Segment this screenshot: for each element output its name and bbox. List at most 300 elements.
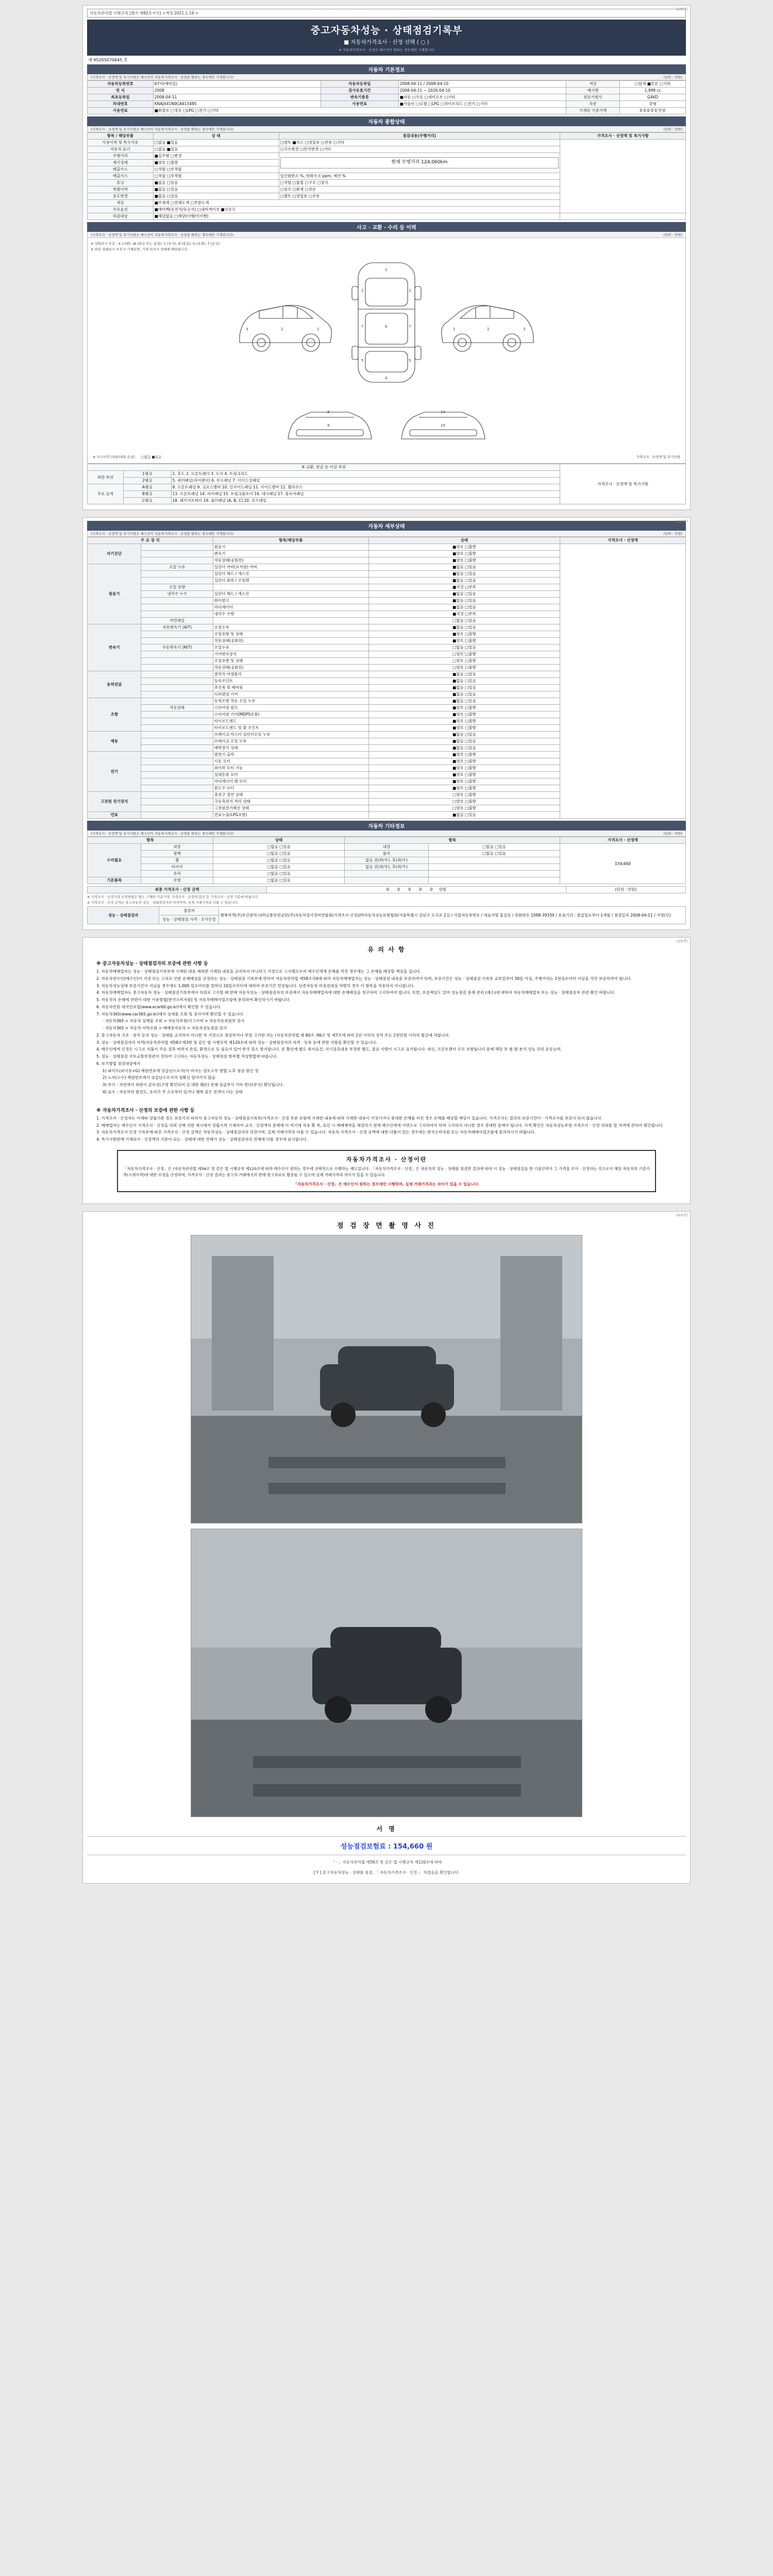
detail-state[interactable]: ■양호 □불량: [368, 785, 560, 792]
table-header-row: [88, 537, 686, 544]
document-number-row: [88, 57, 686, 63]
table-row: [88, 94, 686, 101]
page-3: [82, 937, 691, 1204]
detail-item: 작동상태(공회전): [213, 557, 368, 564]
inspection-photo-2-image: [191, 1529, 582, 1817]
others-state-2[interactable]: □없음 □있음: [428, 851, 560, 857]
col-header: 항목: [88, 837, 213, 844]
part-rank: 2랭크: [123, 478, 171, 484]
car-diagram-group: [91, 252, 682, 391]
notice-section-2-title: ※ 자동차가격조사 · 산정의 보증에 관한 사항 등: [96, 1108, 195, 1113]
detail-subgroup: [141, 745, 213, 752]
svg-text:7: 7: [409, 325, 411, 329]
detail-state[interactable]: ■없음 □있음: [368, 671, 560, 678]
item-state: □없음 ■있음: [153, 140, 279, 146]
inspector-sub-label-2: 성능 · 상태점검 가격 · 조사산정: [159, 916, 219, 924]
detail-item: 충전구 절연 상태: [213, 792, 368, 799]
notice-item: · 자동차365 > 자동차 실매물 조회 > 자동차보험/사고이력 > 자동차등록원부 검사: [103, 1019, 245, 1024]
detail-group-name: 동력전달: [88, 671, 141, 698]
item-state: ■해당없음 □해당(이행/미이행): [153, 213, 560, 220]
overall-table: [87, 132, 686, 220]
others-state-2[interactable]: [428, 877, 560, 884]
item-state: □적합 □부적합: [153, 166, 279, 173]
detail-item: 디퍼렌셜 기어: [213, 691, 368, 698]
detail-subgroup: [141, 651, 213, 658]
item-state: ■무채색 □전체도색 □부분도색: [153, 200, 560, 207]
detail-subgroup: [141, 772, 213, 778]
others-state[interactable]: □없음 □있음: [213, 857, 344, 864]
others-state[interactable]: □없음 □있음: [213, 851, 344, 857]
item-state: ■없음 □있음: [153, 193, 279, 200]
detail-item: 기어변속장치: [213, 651, 368, 658]
others-state-2[interactable]: □없음 □있음: [428, 844, 560, 851]
detail-state[interactable]: ■양호 □불량: [368, 557, 560, 564]
detail-item: 구동축전지 격리 상태: [213, 799, 368, 805]
price-survey-definition-title: 자동차가격조사 · 산정이란: [346, 1156, 427, 1163]
row-label: 자동차등록번호: [88, 81, 154, 88]
svg-text:5: 5: [361, 359, 364, 363]
part-items: 13. 프론트패널 14. 리어패널 15. 트렁크플로어 16. 대시패널 17. 플로어패널: [171, 491, 560, 498]
detail-subgroup: [141, 732, 213, 738]
detail-item: 추진축 및 베어링: [213, 685, 368, 691]
final-price-label: 최종 가격조사 · 산정 금액: [88, 887, 267, 893]
detail-item: 브레이크 오일 누유: [213, 738, 368, 745]
detail-state[interactable]: ■없음 □있음: [368, 571, 560, 578]
detail-state[interactable]: ■양호 □불량: [368, 765, 560, 772]
detail-group-name: 변속기: [88, 624, 141, 671]
price-survey-definition-box: [117, 1150, 656, 1193]
detail-subgroup: [141, 698, 213, 705]
detail-subgroup: [141, 785, 213, 792]
detail-item: 실린더 헤드 / 개스킷: [213, 571, 368, 578]
detail-state[interactable]: ■양호 □불량: [368, 778, 560, 785]
svg-text:8: 8: [327, 410, 330, 414]
detail-subgroup: [141, 557, 213, 564]
detail-item: 실내송풍 모터: [213, 772, 368, 778]
detail-item: [213, 584, 368, 591]
notice-item-2: 3. 자동차가격조사 산정 기록부에 따른 가격조사 · 산정 금액은 자동차성능 · 상태점검자의 의견이며, 실제 거래가격과 다를 수 있습니다. 자동차 가격조사 · 산정 금액에 대한 다툼이 있는 경우에는 한국소비자원 또는 자동차매매사업조합에 문의하시기 바랍니다.: [96, 1130, 536, 1135]
others-state-2[interactable]: [428, 864, 560, 871]
notice-item: 2. 자동차양수인(매수인)이 거짓 또는 고의로 인한 손해배상을 규정하는 성능 · 상태점검 기록부에 관하여 자동차관리법 제58조의4에 따라 자동차매매업자는 성능 · 상태점검 내용을 보증하여야 하며, 보증기간은 성능 · 상태점검 기록부 교부일부터 30일 이상, 주행거리는 2천킬로미터 이상을 각각 보증하여야 합니다.: [96, 976, 632, 981]
currency-unit: 만원: [439, 887, 447, 892]
detail-state[interactable]: ■없음 □있음: [368, 738, 560, 745]
row-label-3: 차종: [566, 101, 619, 108]
others-group-name: 수리필요: [88, 844, 141, 877]
item-name: 주행거리: [88, 153, 154, 160]
detail-item: 실린더 블록 / 오일팬: [213, 578, 368, 584]
detail-item: 와이퍼 모터 기능: [213, 765, 368, 772]
car-top-diagram: [343, 256, 430, 389]
detail-subgroup: [141, 665, 213, 671]
detail-state[interactable]: ■없음 □있음: [368, 598, 560, 604]
svg-text:2: 2: [281, 327, 283, 331]
detail-group-name: 연료: [88, 812, 141, 819]
detail-state[interactable]: ■없음 □있음: [368, 698, 560, 705]
document-title-note: ※ 자동차가격조사 · 산정은 매수인이 원하는 경우에만 기재합니다: [339, 48, 434, 52]
inspection-fee: 성능점검보험료 : 154,660 원: [340, 1843, 433, 1851]
detail-group-name: 전기: [88, 752, 141, 792]
notice-info-line: 4) 음수 : 자동차의 발견도, 유리가 주 으로부터 있거나 행복 같은 본격이 다는 상태: [103, 1090, 243, 1095]
accident-fee-label: 가격조사 · 산정액 및 특기사항: [636, 455, 680, 459]
inspector-info: 행복여객(주)부산광역시/㈜교통안전공단(주)자동차검사정비연합회(가격조사·산정)/㈜자동차성능보험협회/서울특별시 강남구 도곡로 2길 / 사업자등록번호 / 대표자명 홍길동 / 전화번호 1588-39339 / 유효기간 : 발급일로부터 1개월 / 점검일자 2008-04-11 / 서명(인): [219, 907, 686, 924]
svg-text:1: 1: [317, 327, 320, 331]
detail-subgroup: [141, 711, 213, 718]
row-label-2: 사용연료: [321, 101, 398, 108]
detail-state[interactable]: □없음 □있음: [368, 618, 560, 624]
item-state: ■에어백(운전석/동승석) □내비게이션 ■선루프: [153, 207, 560, 213]
detail-subgroup: [141, 718, 213, 725]
others-item-2: 룸지: [345, 851, 429, 857]
basic-info-subnote: (가격조사 · 산정액 및 특기사항은 매수인이 자동차가격조사 · 산정을 원하는 경우에만 기재합니다): [91, 75, 233, 79]
detail-state[interactable]: ■적정 □부족: [368, 611, 560, 618]
table-header-row: [88, 837, 686, 844]
notice-item: 4. 매수인에게 인정은 시고로 지불이 주요 결과 버려지 손실, 환경으로 등 필요가 있어 한국 중소 방지합니다. 본 확인에 별도 취지요건, 사기검증내용 부정한 별도, 중요 사랑이 시고로 표기합니다. 대신, 프론트팬더 모두 포함됩니다 문제 해당 부 별 별 분석 성능 뒤의 운동능력.: [96, 1047, 562, 1052]
detail-state[interactable]: ■양호 □불량: [368, 725, 560, 732]
row-value-3: 1,998 cc: [620, 88, 686, 94]
page-number-2: (2/4쪽): [676, 519, 688, 523]
notice-item: 2. 중고자동차 구조 · 장치 등의 성능 · 상태를 교지하지 아니한 자 거짓으로 점검하거나 부당 고지한 자는 (자동차관리법 제 80조 제6조 및 제7조에 따라 2년 이하의 징역 또는 2천만원 이하의 벌금에 처합니다.: [96, 1032, 450, 1038]
detail-state[interactable]: ■없음 □있음: [368, 732, 560, 738]
notice-item-2: 4. 특기사항란에 기재되지 · 산정액의 기준이 되는 · 상태에 대한 견해가 성능 · 상태점검자의 견해에 다를 경우에 표시합니다.: [96, 1137, 308, 1142]
detail-item: 클러치 어셈블리: [213, 671, 368, 678]
page-4: [82, 1211, 691, 1884]
detail-subgroup: [141, 725, 213, 732]
footer-note-2: [ Y ] 중고자동차성능 · 상태를 점검, 「 자동차가격조사 · 산정 」 하였음을 확인합니다.: [313, 1870, 460, 1875]
detail-state[interactable]: ■양호 □불량: [368, 705, 560, 711]
table-row: [88, 81, 686, 88]
part-rank: 1랭크: [123, 471, 171, 478]
diagram-note-1: ※ 상태표시 부호 : X (교환), W (판금 또는 용접), C (부식), A (흠집), U (요철), T (손상): [91, 242, 220, 246]
notice-item-2: 2. 매매업자는 매수인이 가격조사 · 산정을 의뢰 선택 의한 제시에서 성립가격 기재하여 교지 · 산정액의 문제에 이 여기에 적용 확 족, 표인 시 매매계약을 체결하기 전에 매수인에게 서면으로 고지하여야 하며 고지하지 아니한 경우 중대한 문제가 됩니다. 가격 확인은 자동차성능보험 가격조사 · 산정 의뢰를 할 자격에 관하여 확인합니다.: [96, 1123, 664, 1128]
row-value-2: 2008-04-11 ~ 2026-04-10: [398, 88, 566, 94]
detail-state[interactable]: ■적정 □부족: [368, 584, 560, 591]
col-header: 상태: [368, 537, 560, 544]
item-name: 특별이력: [88, 187, 154, 193]
item-detail: □침수 □화재 □전손: [279, 187, 560, 193]
digit: 0: [397, 887, 400, 892]
row-value: ■휘발유 □경유 □LPG □전기 □기타: [153, 108, 566, 114]
notice-item-2: 1. 가격조사 · 산정자는 이에따 성립기준 정도 보증기의 따라서 중고자동차 성능 · 상태점검기록부(가격조사 · 산정 부분 포함에 기재한 내용에 따라 기재한 내용이 거짓이거나 중대한 손해를 끼친 경우 손해를 배상할 책임이 있습니다. 가격조사는 결과의 보증기간이 · 가격조사를 보증이 되지 않습니다.: [96, 1115, 602, 1121]
damaged-parts-table: [87, 464, 686, 504]
detail-state[interactable]: ■양호 □불량: [368, 551, 560, 557]
item-state: □없음 ■있음: [153, 146, 279, 153]
digit: 0: [430, 887, 433, 892]
item-state: ■없음 □있음: [153, 180, 279, 187]
meter-value: 0 0 0 0 0 만원: [620, 108, 686, 114]
row-label: 최초등록일: [88, 94, 154, 101]
car-side-right-diagram: [435, 274, 544, 371]
row-value-2: ■가솔린 □디젤 □LPG □하이브리드 □전기 □기타: [398, 101, 566, 108]
others-state[interactable]: □없음 □있음: [213, 871, 344, 877]
detail-state[interactable]: ■없음 □있음: [368, 678, 560, 685]
page-number-4: (4/4쪽): [676, 1213, 688, 1218]
row-value: 67어(예비일): [153, 81, 321, 88]
svg-text:2: 2: [409, 289, 411, 293]
detail-subgroup: [141, 752, 213, 758]
notice-item: 3. 자동차성능상태 보증기간이 지났을 경우에도 1,000 킬로미터를 말하다 10킬로미터에 대하여 보증기간 연장됩니다. 단종자동차 미점검대상 차량의 경우 이 항목을 적용하지 아니합니다.: [96, 983, 415, 988]
detail-group-name: 조향: [88, 698, 141, 732]
detail-state[interactable]: ■양호 □불량: [368, 718, 560, 725]
item-name: 튜닝: [88, 180, 154, 187]
row-label-2: 자동차등록일: [321, 81, 398, 88]
basic-info-header: 자동차 기본정보: [87, 64, 686, 74]
col-header: 상 태: [153, 133, 279, 140]
detail-item: 스티어링 기어(MDPS포함): [213, 711, 368, 718]
detail-item: 브레이크 마스터 실린더오일 누유: [213, 732, 368, 738]
svg-text:3: 3: [246, 327, 248, 331]
item-detail: □렌트 □영업용 □관용: [279, 193, 560, 200]
part-items: 8. 프론트패널 9. 크로스멤버 10. 인사이드패널 11. 사이드멤버 12. 휠하우스: [171, 484, 560, 491]
detail-item: 시동 모터: [213, 758, 368, 765]
table-row: [88, 213, 686, 220]
detail-subgroup: [141, 571, 213, 578]
table-row: [88, 844, 686, 851]
detail-subgroup: 작동상태: [141, 705, 213, 711]
row-label-3: 색상: [566, 81, 619, 88]
item-name: 사용이력 및 특수사용: [88, 140, 154, 146]
detail-state[interactable]: ■양호 □불량: [368, 544, 560, 551]
final-price-table: [87, 886, 686, 893]
detail-subgroup: [141, 578, 213, 584]
accident-fee-cell: 가격조사 · 산정액 및 특기사항: [560, 464, 686, 504]
detail-state[interactable]: ■없음 □있음: [368, 578, 560, 584]
notice-info-title: 6. 보기방법 점검대상에서: [96, 1061, 141, 1066]
photo-list: [87, 1235, 686, 1817]
parts-title: ※ 교환, 판금 등 이상 부위: [88, 464, 560, 471]
part-group: 외판 부위: [88, 471, 124, 484]
others-fee: 154,660: [560, 844, 686, 884]
detail-state[interactable]: ■없음 □있음: [368, 745, 560, 752]
digit: 0: [386, 887, 389, 892]
others-state[interactable]: □없음 □있음: [213, 844, 344, 851]
table-row: [88, 907, 686, 916]
page-number-1: (1/4쪽): [676, 7, 688, 11]
table-header-row: [88, 133, 686, 140]
price-survey-definition-warning: 「자동차가격조사 · 산정」은 매수인이 원하는 경우에만 시행하며, 실제 거래가격과는 차이가 있을 수 있습니다.: [293, 1181, 480, 1187]
car-side-left-diagram: [229, 274, 338, 371]
detail-item: 타이로드엔드 및 볼 조인트: [213, 725, 368, 732]
detail-item: 오일누유: [213, 645, 368, 651]
detail-state[interactable]: ■없음 □있음: [368, 691, 560, 698]
row-label-3: 원동기형식: [566, 94, 619, 101]
item-state: ■없음 □있음: [153, 187, 279, 193]
others-group-name: 기본품목: [88, 877, 141, 884]
others-subheader: [87, 831, 686, 837]
detail-state[interactable]: ■양호 □불량: [368, 638, 560, 645]
detail-state[interactable]: □없음 □있음: [368, 645, 560, 651]
price-survey-definition-body: 「자동차가격조사 · 산정」은 (자동차관리법 제58조 및 같은 법 시행규칙 제120조에 따라 매수인이 원하는 경우에 선택적으로 수행하는 제도입니다. 「자동차가격조사 · 산정」은 자동차의 성능 · 상태를 점검한 결과에 따라 이 성능 · 상태점검을 한 기술인력이 그 가격을 조사 · 산정하는 것으로서 해당 자동차의 기준가격(시세가격)에 대한 조정을 산정하며, 가격조사 · 산정 결과는 중고차 거래에서의 판매 참고자료로 활용될 수 있으며 실제 거래가격과 차이가 있을 수 있습니다.: [123, 1166, 650, 1177]
mileage-value: 현재 주행거리 124,060km: [280, 157, 559, 168]
detail-state[interactable]: ■없음 □있음: [368, 685, 560, 691]
table-row: [88, 88, 686, 94]
overall-subnote: (가격조사 · 산정액 및 특기사항은 매수인이 자동차가격조사 · 산정을 원하는 경우에만 기재합니다): [91, 127, 233, 131]
item-name: 배출가스: [88, 166, 154, 173]
col-header: 점검내용(주행거리): [279, 133, 560, 140]
notice-item: 6. 자동차민원 대국민포털(www.ecar60.go.kr)에서 확인할 수 있습니다.: [96, 1004, 222, 1009]
detail-subgroup: [141, 544, 213, 551]
detail-state[interactable]: ■없음 □있음: [368, 591, 560, 598]
others-table: [87, 837, 686, 884]
final-price-note-2: ※ 가격조사 · 산정 금액은 중고자동차 성능 · 상태점검자의 의견이며, 실제 거래가격과 다를 수 있습니다.: [87, 901, 239, 905]
detail-state[interactable]: ■양호 □불량: [368, 711, 560, 718]
others-item: 외장: [141, 844, 213, 851]
others-item-2: 내장: [345, 844, 429, 851]
svg-text:2: 2: [487, 327, 490, 331]
others-state-2[interactable]: [428, 857, 560, 864]
detail-item: 작동상태(공회전): [213, 665, 368, 671]
detail-subgroup: 커먼레일: [141, 618, 213, 624]
accident-subnote: (가격조사 · 산정액 및 특기사항은 매수인이 자동차가격조사 · 산정을 원하는 경우에만 기재합니다): [91, 233, 233, 237]
notice-item: · 자동차365 > 자동차 이력조회 > 매매용자동차 > 자동차성능점검 검사: [103, 1026, 227, 1031]
detail-item: 실린더 헤드 / 개스킷: [213, 591, 368, 598]
detail-item: 타이로드엔드: [213, 718, 368, 725]
others-subnote: (가격조사 · 산정액 및 특기사항은 매수인이 자동차가격조사 · 산정을 원하는 경우에만 기재합니다): [91, 832, 233, 836]
col-header: 가격조사 · 산정액 및 특기사항: [560, 133, 686, 140]
inspection-photo-1-image: [191, 1235, 582, 1523]
accident-header: 사고 · 교환 · 수리 등 이력: [87, 222, 686, 232]
final-price-unit: (단위 : 만원): [566, 887, 685, 893]
signature-title: 서 명: [376, 1825, 397, 1833]
detail-state[interactable]: □양호 □불량: [368, 651, 560, 658]
accident-subheader: [87, 232, 686, 238]
accident-legend-label: ※ 사고이력 (외판/내판 손상): [93, 455, 135, 459]
svg-text:7: 7: [361, 325, 364, 329]
car-front-diagram: [276, 391, 384, 452]
item-name: 계기상태: [88, 160, 154, 166]
detail-item: 실린더 커버(로커암) 커버: [213, 564, 368, 571]
table-row: [88, 140, 686, 146]
detail-state[interactable]: □양호 □불량: [368, 665, 560, 671]
col-header-2: 항목: [345, 837, 560, 844]
svg-text:2: 2: [361, 289, 364, 293]
detail-subgroup: [141, 765, 213, 772]
detail-subheader: [87, 531, 686, 537]
form-header-bar: [87, 9, 686, 18]
detail-subgroup: 자동변속기 (A/T): [141, 624, 213, 631]
car-rear-diagram: [389, 391, 497, 452]
detail-state[interactable]: ■양호 □불량: [368, 758, 560, 765]
detail-item: 라디에이터 팬 모터: [213, 778, 368, 785]
item-detail: □렌트 ■리스 □영업용 □관용 □기타: [279, 140, 560, 146]
detail-state[interactable]: □양호 □불량: [368, 805, 560, 812]
detail-subgroup: 냉각수 누수: [141, 591, 213, 598]
detail-state[interactable]: ■양호 □불량: [368, 772, 560, 778]
detail-item: 원동기: [213, 544, 368, 551]
detail-state[interactable]: ■양호 □불량: [368, 752, 560, 758]
detail-state[interactable]: □양호 □불량: [368, 658, 560, 665]
svg-text:1: 1: [385, 268, 388, 272]
detail-subgroup: [141, 551, 213, 557]
detail-item: 오일누유: [213, 624, 368, 631]
row-value-3: 중형: [620, 101, 686, 108]
notice-section-1-title: ※ 중고자동차성능 · 상태점검자의 보증에 관한 사항 등: [96, 961, 208, 967]
others-item: 타이어: [141, 864, 213, 871]
others-item-2: 없음 전(좌/우), 후(좌/우): [345, 864, 429, 871]
detail-item: 발전기 출력: [213, 752, 368, 758]
accident-legend-options[interactable]: □없음 ■있음: [141, 455, 162, 459]
part-rank: C랭크: [123, 498, 171, 504]
svg-text:3: 3: [523, 327, 526, 331]
others-state-2[interactable]: [428, 871, 560, 877]
detail-state[interactable]: ■없음 □있음: [368, 624, 560, 631]
item-detail: □적법 □불법 □구조 □장치: [279, 180, 560, 187]
photos-title: 점 검 장 면 촬 영 사 진: [337, 1222, 436, 1230]
overall-fee-cell-last: [560, 213, 686, 220]
table-row: [88, 464, 686, 471]
detail-state[interactable]: ■양호 □불량: [368, 631, 560, 638]
row-label-3: 배기량: [566, 88, 619, 94]
col-header: 항목/해당부품: [213, 537, 368, 544]
detail-subgroup: [141, 598, 213, 604]
document-title: 중고자동차성능 · 상태점검기록부: [310, 25, 463, 36]
item-state: □적합 □부적합: [153, 173, 279, 180]
inspection-photo-2: [191, 1529, 582, 1817]
detail-subgroup: [141, 799, 213, 805]
row-label: 연 식: [88, 88, 154, 94]
detail-state[interactable]: ■없음 □있음: [368, 564, 560, 571]
part-items: 5. 쿼터패널(리어펜더) 6. 루프패널 7. 사이드실패널: [171, 478, 560, 484]
inspector-label: 성능 · 상태점검자: [88, 907, 159, 924]
others-header: 자동차 기타정보: [87, 821, 686, 831]
detail-subgroup: 오일 유량: [141, 584, 213, 591]
others-state[interactable]: □없음 □있음: [213, 877, 344, 884]
document-number-label: 제: [88, 58, 92, 62]
detail-group-name: 원동기: [88, 564, 141, 624]
detail-state[interactable]: ■없음 □있음: [368, 812, 560, 819]
document-subtitle: ■ 자동차가격조사 · 산정 선택 ( ○ ): [344, 39, 429, 45]
row-value-2: 2008-04-11 / 2008-04-10: [398, 81, 566, 88]
digit: 0: [419, 887, 422, 892]
page-1: [82, 5, 691, 510]
detail-unit: (단위 : 만원): [663, 532, 682, 536]
detail-item: 작동상태(공회전): [213, 638, 368, 645]
detail-state[interactable]: □양호 □불량: [368, 799, 560, 805]
detail-item: 냉각수 수량: [213, 611, 368, 618]
digit: 0: [408, 887, 411, 892]
inspector-table: [87, 906, 686, 924]
detail-subgroup: [141, 691, 213, 698]
detail-item: 등속조인트: [213, 678, 368, 685]
notice-info-line: 2) 노자(누수) 제원번호에서 상급난으로서의 영확신 알아가지 않음: [103, 1075, 215, 1080]
row-value-3: □원색 ■투톤 □기타: [620, 81, 686, 88]
detail-subgroup: [141, 738, 213, 745]
detail-item: 오일유량 및 상태: [213, 658, 368, 665]
part-rank: B랭크: [123, 491, 171, 498]
detail-subgroup: [141, 758, 213, 765]
detail-group-name: 자기진단: [88, 544, 141, 564]
row-label-2: 검사유효기간: [321, 88, 398, 94]
col-header: 가격조사 · 산정액: [560, 537, 686, 544]
detail-subnote: (가격조사 · 산정액 및 특기사항은 매수인이 자동차가격조사 · 산정을 원하는 경우에만 기재합니다): [91, 532, 233, 536]
item-name: 주요옵션: [88, 207, 154, 213]
part-rank: A랭크: [123, 484, 171, 491]
table-row: [88, 544, 686, 551]
detail-state[interactable]: ■없음 □있음: [368, 604, 560, 611]
item-state: ■양호 □불량: [153, 160, 279, 166]
detail-subgroup: [141, 638, 213, 645]
others-state[interactable]: □없음 □있음: [213, 864, 344, 871]
item-detail: 일산화탄소 %, 탄화수소 ppm, 매연 %: [279, 173, 560, 180]
diagram-note-2: ※ 하단 상태표시 부호가 기재되면, 기재 위치가 상태에 해당됩니다.: [91, 247, 189, 251]
detail-item: 라디에이터: [213, 604, 368, 611]
svg-text:6: 6: [385, 325, 388, 329]
detail-state[interactable]: □양호 □불량: [368, 792, 560, 799]
detail-subgroup: 오일 누유: [141, 564, 213, 571]
row-value-2: ■자동 □수동 □세미오토 □기타: [398, 94, 566, 101]
detail-group-name: 고전원 전기장치: [88, 792, 141, 812]
others-item-2: [345, 877, 429, 884]
others-item-2: 없음 전(좌/우), 후(좌/우): [345, 857, 429, 864]
